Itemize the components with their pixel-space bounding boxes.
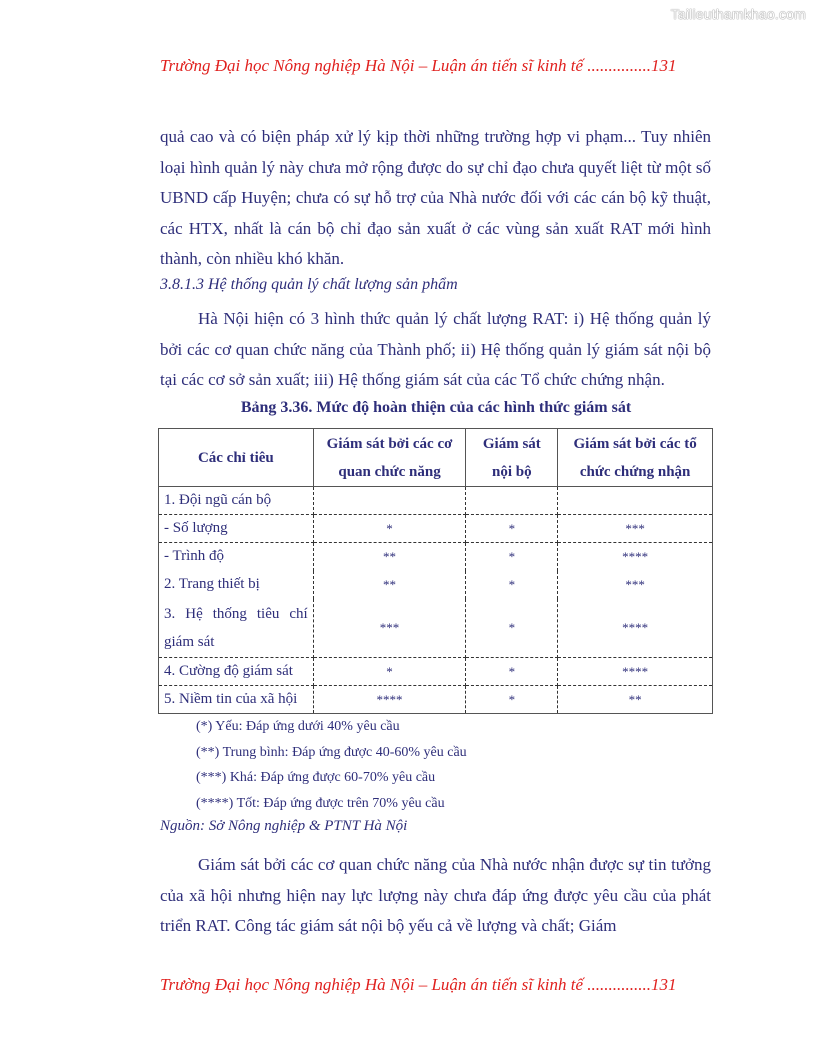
table-caption: Bảng 3.36. Mức độ hoàn thiện của các hình thức giám sát <box>240 399 632 416</box>
row-label: - Trình độ <box>159 543 314 571</box>
table-notes <box>196 714 467 816</box>
table-row <box>159 543 713 571</box>
table-row <box>159 487 713 515</box>
cell-internal: * <box>466 658 558 686</box>
cell-cert: *** <box>558 571 713 599</box>
section-subheading: 3.8.1.3 Hệ thống quản lý chất lượng sản phẩm <box>160 276 458 293</box>
note-excellent: (****) Tốt: Đáp ứng được trên 70% yêu cầu <box>196 795 445 811</box>
table-row <box>159 658 713 686</box>
page-footer: Trường Đại học Nông nghiệp Hà Nội – Luận án tiến sĩ kinh tế ...............131 <box>160 975 677 994</box>
row-label: 3. Hệ thống tiêu chí giám sát <box>159 599 314 658</box>
row-label: 5. Niềm tin của xã hội <box>159 686 314 714</box>
table-row <box>159 571 713 599</box>
paragraph-quality-systems: Hà Nội hiện có 3 hình thức quản lý chất lượng RAT: i) Hệ thống quản lý bởi các cơ quan chức năng của Thành phố; ii) Hệ thống quản lý giám sát nội bộ tại các cơ sở sản xuất; iii) Hệ thống giám sát của các Tổ chức chứng nhận. <box>160 309 711 389</box>
row-label: 1. Đội ngũ cán bộ <box>159 487 314 515</box>
header-internal: Giám sát nội bộ <box>466 429 558 487</box>
row-label: 2. Trang thiết bị <box>159 571 314 599</box>
cell-cert: **** <box>558 658 713 686</box>
header-gov: Giám sát bởi các cơ quan chức năng <box>313 429 466 487</box>
cell-cert: *** <box>558 515 713 543</box>
watermark: Tailieuthamkhao.com <box>670 6 806 22</box>
cell-internal: * <box>466 515 558 543</box>
note-average: (**) Trung bình: Đáp ứng được 40-60% yêu cầu <box>196 744 467 760</box>
note-good: (***) Khá: Đáp ứng được 60-70% yêu cầu <box>196 770 436 786</box>
cell-gov: * <box>313 658 466 686</box>
cell-internal: * <box>466 571 558 599</box>
cell-gov: ** <box>313 543 466 571</box>
cell-gov: * <box>313 515 466 543</box>
cell-cert: ** <box>558 686 713 714</box>
cell-gov: ** <box>313 571 466 599</box>
cell-internal: * <box>466 599 558 658</box>
table-row <box>159 686 713 714</box>
table-row <box>159 515 713 543</box>
cell-gov <box>313 487 466 515</box>
table-source: Nguồn: Sở Nông nghiệp & PTNT Hà Nội <box>160 818 408 834</box>
cell-gov: *** <box>313 599 466 658</box>
header-criteria: Các chỉ tiêu <box>159 429 314 487</box>
cell-cert: **** <box>558 599 713 658</box>
cell-internal: * <box>466 543 558 571</box>
cell-gov: **** <box>313 686 466 714</box>
paragraph-intro: quả cao và có biện pháp xử lý kịp thời những trường hợp vi phạm... Tuy nhiên loại hình quản lý này chưa mở rộng được do sự chỉ đạo chưa quyết liệt từ một số UBND cấp Huyện; chưa có sự hỗ trợ của Nhà nước đối với các cán bộ kỹ thuật, các HTX, nhất là cán bộ chỉ đạo sản xuất ở các vùng sản xuất RAT mới hình thành, còn nhiều khó khăn. <box>160 127 711 268</box>
header-cert: Giám sát bởi các tổ chức chứng nhận <box>558 429 713 487</box>
cell-internal: * <box>466 686 558 714</box>
row-label: - Số lượng <box>159 515 314 543</box>
cell-cert: **** <box>558 543 713 571</box>
cell-internal <box>466 487 558 515</box>
paragraph-supervision: Giám sát bởi các cơ quan chức năng của Nhà nước nhận được sự tin tưởng của xã hội nhưng hiện nay lực lượng này chưa đáp ứng được yêu cầu của phát triển RAT. Công tác giám sát nội bộ yếu cả về lượng và chất; Giám <box>160 855 711 935</box>
row-label: 4. Cường độ giám sát <box>159 658 314 686</box>
table-row <box>159 599 713 658</box>
note-weak: (*) Yếu: Đáp ứng dưới 40% yêu cầu <box>196 719 400 734</box>
table-header-row <box>159 429 713 487</box>
page-header: Trường Đại học Nông nghiệp Hà Nội – Luận án tiến sĩ kinh tế ...............131 <box>160 56 677 75</box>
cell-cert <box>558 487 713 515</box>
supervision-table <box>158 428 713 714</box>
